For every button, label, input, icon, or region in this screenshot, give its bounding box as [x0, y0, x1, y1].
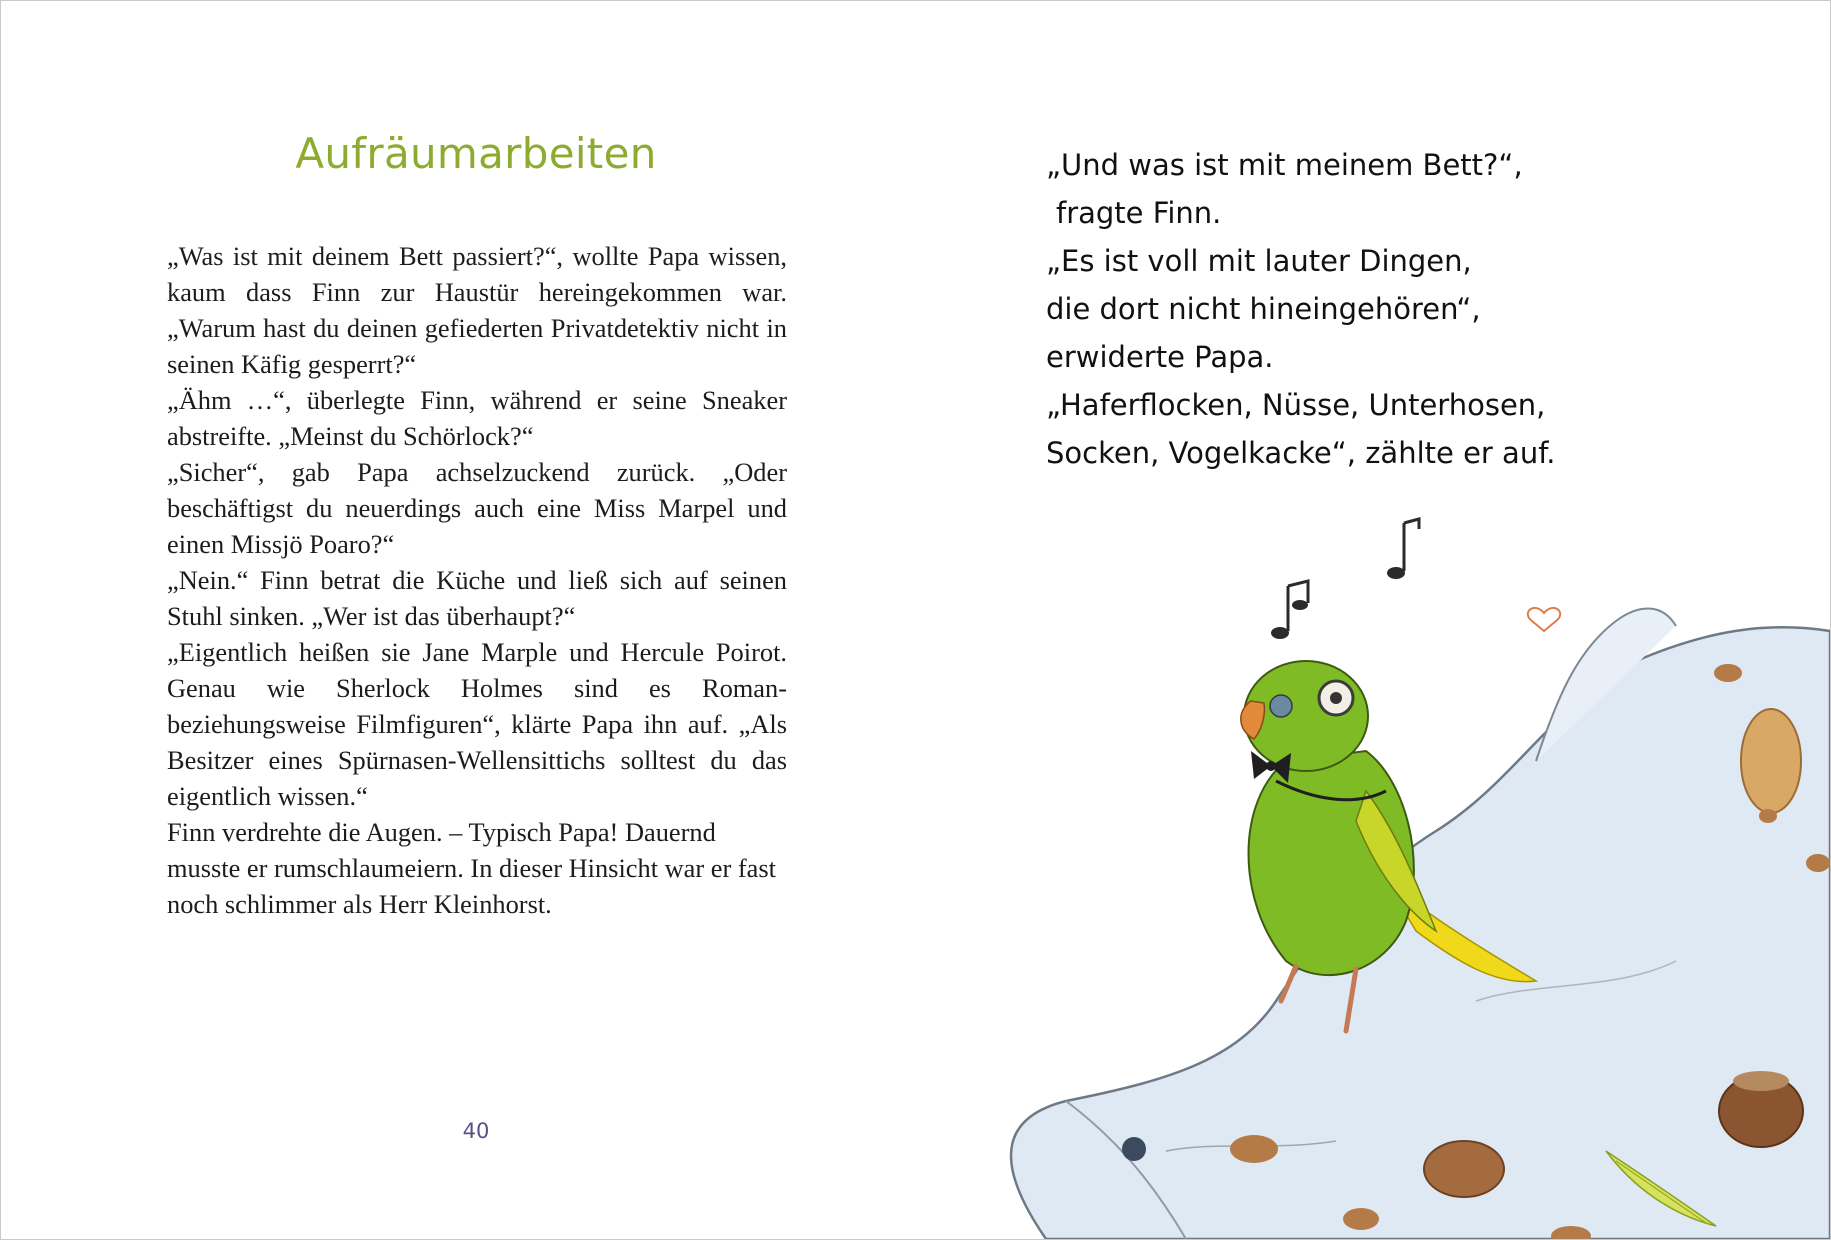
- paragraph: „Nein.“ Finn betrat die Küche und ließ sich auf seinen Stuhl sinken. „Wer ist das überhaupt?“: [167, 565, 787, 631]
- heart-icon: [1528, 608, 1560, 631]
- dialog-line: fragte Finn.: [1056, 196, 1222, 230]
- page-number: 40: [462, 1119, 490, 1143]
- paragraph: „Sicher“, gab Papa achselzuckend zurück. „Oder beschäftigst du neuerdings auch eine Miss Marpel und einen Missjö Poaro?“: [167, 457, 787, 559]
- peanut-icon: [1741, 709, 1801, 813]
- dialog-line: „Haferflocken, Nüsse, Unterhosen,: [1046, 388, 1546, 422]
- dialog-line: „Es ist voll mit lauter Dingen,: [1046, 244, 1472, 278]
- left-page: [1, 1, 916, 1239]
- dialog-line: die dort nicht hineingehören“,: [1046, 292, 1481, 326]
- music-note-icon: [1271, 519, 1419, 639]
- paragraph: „Was ist mit deinem Bett passiert?“, wollte Papa wissen, kaum dass Finn zur Haustür hereingekommen war. „Warum hast du deinen gefiederten Privatdetektiv nicht in seinen Käfig gesperrt?“: [167, 241, 787, 379]
- body-text: [167, 238, 787, 922]
- paragraph: „Ähm …“, überlegte Finn, während er seine Sneaker abstreifte. „Meinst du Schörlock?“: [167, 385, 787, 451]
- dialog-line: erwiderte Papa.: [1046, 340, 1274, 374]
- dialog-line: „Und was ist mit meinem Bett?“,: [1046, 148, 1523, 182]
- paragraph: „Eigentlich heißen sie Jane Marple und Hercule Poirot. Genau wie Sherlock Holmes sind es Romanbeziehungsweise Filmfiguren“, klärte Papa ihn auf. „Als Besitzer eines Spürnasen-Wellensittichs solltest du das eigentlich wissen.“: [167, 637, 787, 811]
- dialog-line: Socken, Vogelkacke“, zählte er auf.: [1046, 436, 1556, 470]
- parrot-illustration: [916, 1, 1830, 1239]
- button-icon: [1122, 1137, 1146, 1161]
- paragraph: Finn verdrehte die Augen. – Typisch Papa! Dauernd musste er rumschlaumeiern. In dieser Hinsicht war er fast noch schlimmer als Herr Kleinhorst.: [167, 817, 776, 919]
- right-page: [916, 1, 1830, 1239]
- chapter-title: Aufräumarbeiten: [295, 129, 657, 178]
